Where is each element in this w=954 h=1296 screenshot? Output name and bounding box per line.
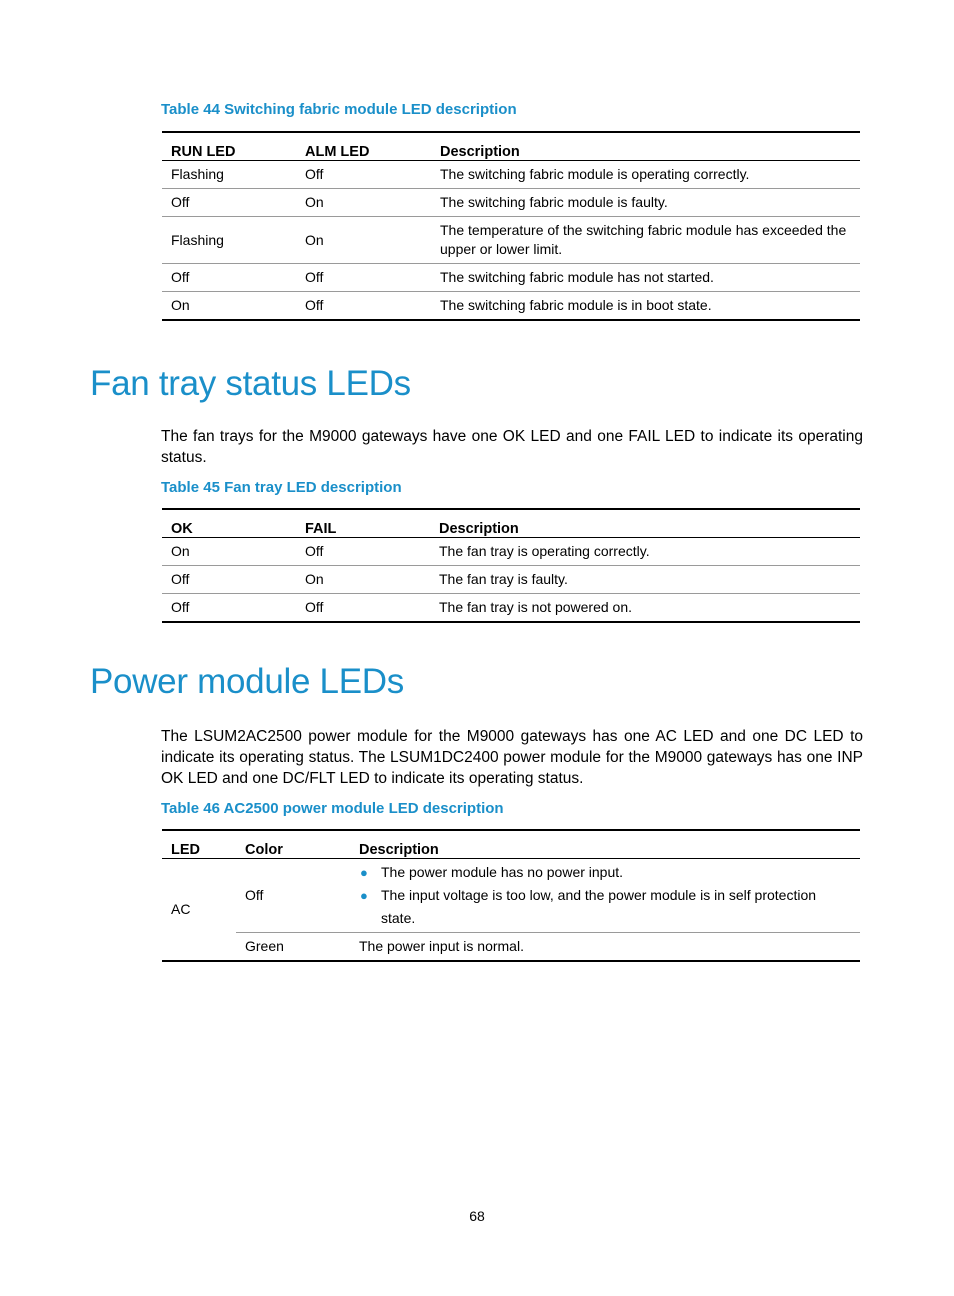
section-heading-power-module: Power module LEDs — [90, 662, 404, 701]
table-cell: The switching fabric module is faulty. — [431, 189, 860, 217]
table-cell: Off — [296, 161, 431, 189]
description-cell: The power input is normal. — [359, 938, 524, 954]
table-cell: On — [296, 566, 430, 594]
table-cell: The switching fabric module is operating correctly. — [431, 161, 860, 189]
table-cell: Off — [162, 566, 296, 594]
table-cell: Flashing — [162, 217, 296, 264]
table-46 — [162, 829, 860, 962]
bullet-item — [359, 884, 851, 930]
table-row — [162, 264, 860, 292]
column-header: ALM LED — [296, 132, 431, 161]
column-header: RUN LED — [162, 132, 296, 161]
column-header: LED — [162, 830, 236, 859]
table-cell: On — [296, 217, 431, 264]
color-cell: Green — [245, 938, 284, 954]
table-cell: Off — [305, 599, 324, 615]
table-cell: On — [162, 538, 296, 566]
table-cell: Off — [171, 599, 190, 615]
table-header-row — [162, 509, 860, 538]
bullet-icon: ● — [360, 888, 368, 903]
column-header: OK — [162, 509, 296, 538]
table-header-row — [162, 830, 860, 859]
table-row — [162, 933, 860, 962]
table-row — [162, 859, 860, 933]
page-number: 68 — [469, 1208, 485, 1224]
description-cell — [350, 859, 860, 933]
bullet-item — [359, 861, 851, 884]
bullet-text: The input voltage is too low, and the power module is in self protection state. — [381, 887, 817, 926]
table-cell: The fan tray is faulty. — [430, 566, 860, 594]
table-44 — [162, 131, 860, 321]
table-cell: The fan tray is operating correctly. — [430, 538, 860, 566]
bullet-text: The power module has no power input. — [381, 864, 624, 880]
fan-tray-paragraph: The fan trays for the M9000 gateways have one OK LED and one FAIL LED to indicate its operating status. — [161, 428, 863, 466]
color-cell: Off — [236, 859, 350, 933]
table-45 — [162, 508, 860, 623]
table-row — [162, 594, 860, 623]
table-cell: The temperature of the switching fabric module has exceeded the upper or lower limit. — [431, 217, 860, 264]
column-header: Description — [430, 509, 860, 538]
column-header: Description — [431, 132, 860, 161]
table-46-caption: Table 46 AC2500 power module LED description — [161, 800, 504, 817]
power-module-paragraph: The LSUM2AC2500 power module for the M9000 gateways has one AC LED and one DC LED to indicate its operating status. The LSUM1DC2400 power module for the M9000 gateways has one INP OK LED and one DC/FLT LED to indicate its operating status. — [161, 728, 863, 787]
table-header-row — [162, 132, 860, 161]
bullet-list — [359, 861, 851, 930]
table-cell: Off — [305, 297, 324, 313]
table-cell: On — [171, 297, 190, 313]
table-row — [162, 538, 860, 566]
column-header: FAIL — [296, 509, 430, 538]
table-row — [162, 189, 860, 217]
table-cell: Off — [162, 189, 296, 217]
bullet-icon: ● — [360, 865, 368, 880]
table-cell: On — [296, 189, 431, 217]
table-cell: Flashing — [162, 161, 296, 189]
table-cell: Off — [296, 538, 430, 566]
column-header: Description — [350, 830, 860, 859]
column-header: Color — [236, 830, 350, 859]
table-cell: The switching fabric module is in boot state. — [440, 297, 712, 313]
table-45-caption: Table 45 Fan tray LED description — [161, 479, 402, 496]
table-cell: Off — [296, 264, 431, 292]
led-name-cell: AC — [171, 901, 191, 917]
table-row — [162, 292, 860, 321]
table-row — [162, 217, 860, 264]
table-row — [162, 566, 860, 594]
table-cell: Off — [162, 264, 296, 292]
table-cell: The fan tray is not powered on. — [439, 599, 632, 615]
table-row — [162, 161, 860, 189]
section-heading-fan-tray: Fan tray status LEDs — [90, 364, 411, 403]
table-cell: The switching fabric module has not started. — [431, 264, 860, 292]
table-44-caption: Table 44 Switching fabric module LED description — [161, 101, 517, 118]
